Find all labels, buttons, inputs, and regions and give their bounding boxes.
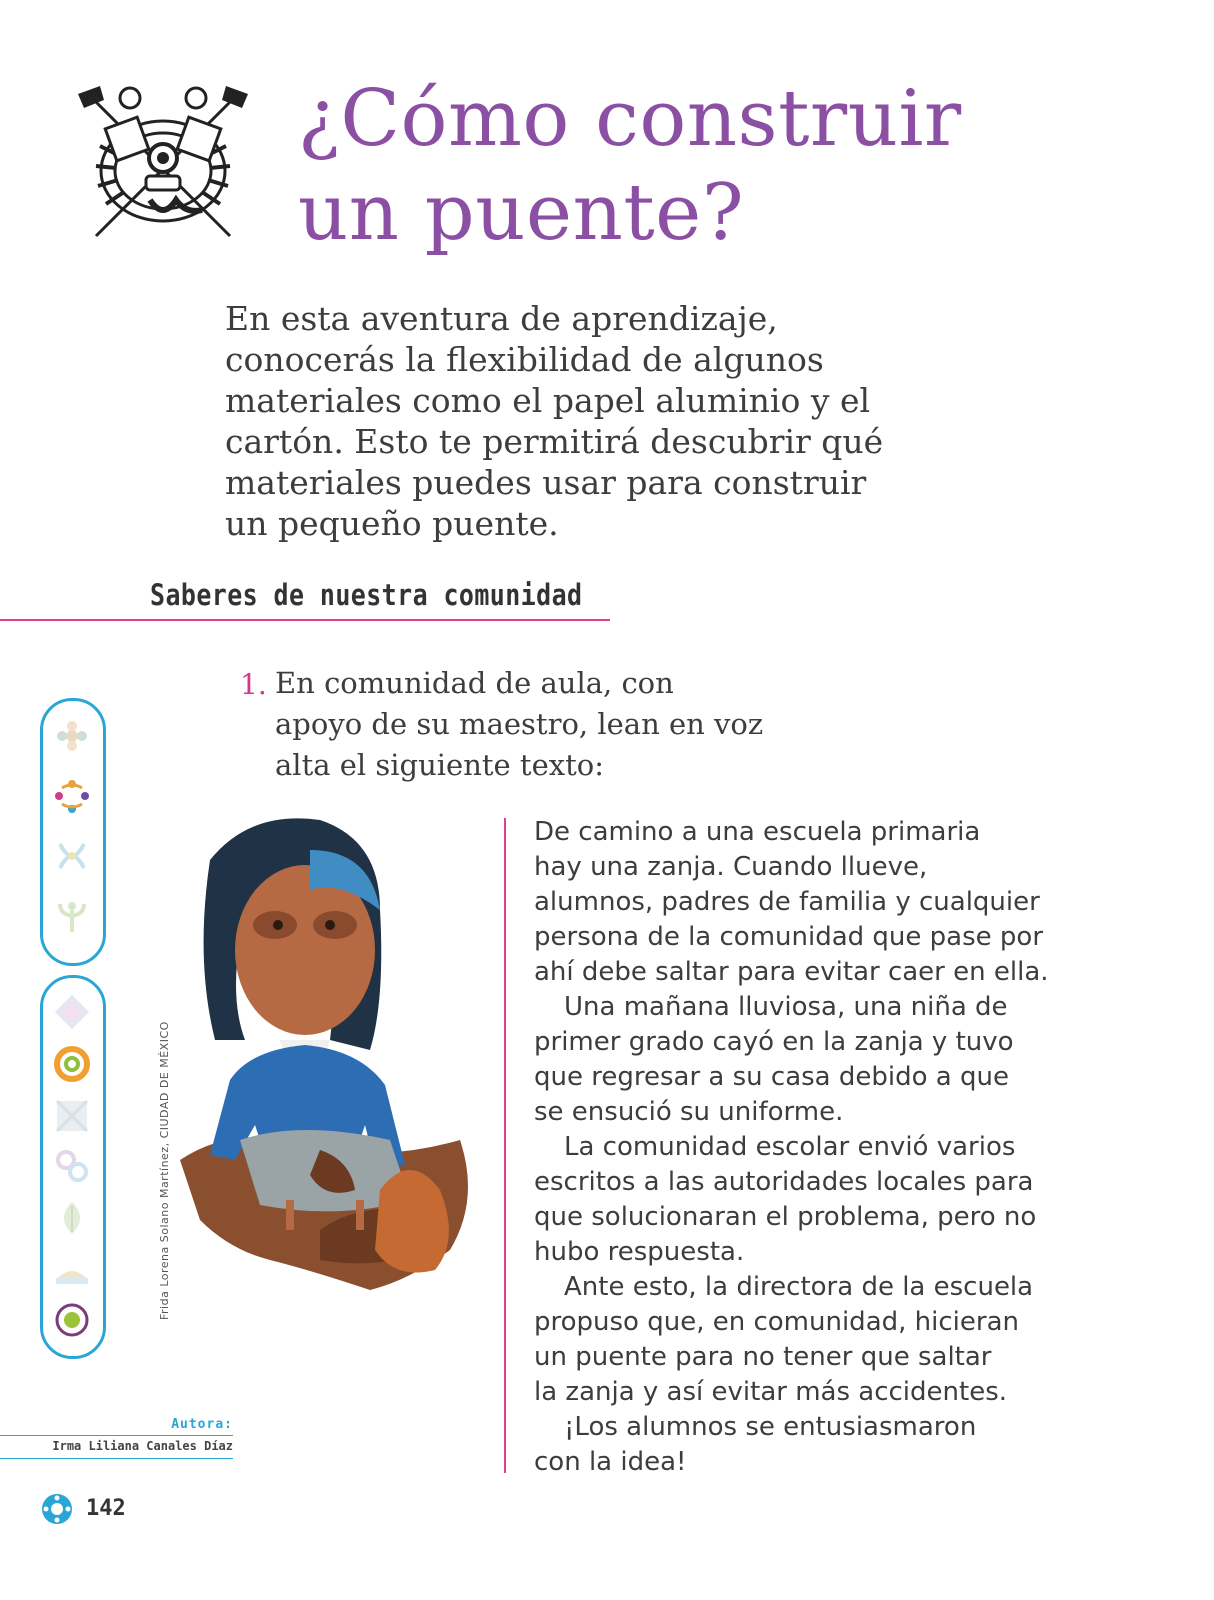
growth-figure-icon (52, 896, 92, 936)
author-label: Autora: (171, 1417, 233, 1432)
story-paragraph (534, 1410, 1074, 1480)
story-line: persona de la comunidad que pase por (534, 922, 1044, 952)
story-line: alumnos, padres de familia y cualquier (534, 887, 1040, 917)
hands-icon (52, 1252, 92, 1292)
story-line: propuso que, en comunidad, hicieran (534, 1307, 1019, 1337)
story-line: La comunidad escolar envió varios (564, 1132, 1016, 1162)
intro-line: materiales como el papel aluminio y el (225, 381, 871, 420)
story-paragraph (534, 1270, 1074, 1410)
intro-line: cartón. Esto te permitirá descubrir qué (225, 422, 884, 461)
section-divider (0, 619, 610, 621)
intro-line: materiales puedes usar para construir (225, 463, 867, 502)
story-line: De camino a una escuela primaria (534, 817, 981, 847)
story-line: que regresar a su casa debido a que (534, 1062, 1009, 1092)
story-paragraph (534, 815, 1074, 990)
people-circle-icon (52, 776, 92, 816)
story-line: hay una zanja. Cuando llueve, (534, 852, 928, 882)
intro-line: En esta aventura de aprendizaje, (225, 299, 778, 338)
step-line: alta el siguiente texto: (275, 748, 604, 782)
intro-line: un pequeño puente. (225, 504, 559, 543)
leaf-bud-icon (52, 1198, 92, 1238)
author-name: Irma Liliana Canales Díaz (52, 1439, 233, 1453)
story-line: primer grado cayó en la zanja y tuvo (534, 1027, 1014, 1057)
step-instruction (275, 663, 795, 786)
story-divider (504, 818, 506, 1473)
page-number: 142 (86, 1496, 126, 1521)
story-line: la zanja y así evitar más accidentes. (534, 1377, 1008, 1407)
story-line: ¡Los alumnos se entusiasmaron (564, 1412, 977, 1442)
story-paragraph (534, 1130, 1074, 1270)
target-ring-icon (52, 1044, 92, 1084)
title-line-1: ¿Cómo construir (298, 74, 962, 164)
story-line: un puente para no tener que saltar (534, 1342, 992, 1372)
author-divider (0, 1435, 233, 1436)
intro-line: conocerás la flexibilidad de algunos (225, 340, 824, 379)
story-line: que solucionaran el problema, pero no (534, 1202, 1037, 1232)
linked-figures-icon (52, 836, 92, 876)
story-line: con la idea! (534, 1447, 687, 1477)
chain-links-icon (52, 1146, 92, 1186)
diamond-pattern-icon (52, 992, 92, 1032)
step-number: 1. (240, 668, 267, 701)
story-text (534, 815, 1074, 1480)
story-line: escritos a las autoridades locales para (534, 1167, 1034, 1197)
story-line: Ante esto, la directora de la escuela (564, 1272, 1034, 1302)
intro-paragraph (225, 298, 925, 544)
section-heading: Saberes de nuestra comunidad (150, 578, 583, 612)
story-line: se ensució su uniforme. (534, 1097, 844, 1127)
mesoamerican-emblem-icon (70, 76, 256, 242)
story-line: hubo respuesta. (534, 1237, 745, 1267)
page-title (298, 72, 1098, 260)
sun-circle-icon (52, 1300, 92, 1340)
flower-icon (52, 716, 92, 756)
page-badge-icon (40, 1492, 74, 1526)
author-divider-bottom (0, 1458, 233, 1459)
story-paragraph (534, 990, 1074, 1130)
story-line: Una mañana lluviosa, una niña de (564, 992, 1008, 1022)
title-line-2: un puente? (298, 168, 745, 258)
square-pattern-icon (52, 1096, 92, 1136)
illustration-credit: Frida Lorena Solano Martínez, CIUDAD DE MÉXICO (158, 1021, 171, 1320)
story-line: ahí debe saltar para evitar caer en ella. (534, 957, 1049, 987)
step-line: apoyo de su maestro, lean en voz (275, 707, 764, 741)
step-line: En comunidad de aula, con (275, 666, 674, 700)
girl-illustration (170, 810, 490, 1310)
